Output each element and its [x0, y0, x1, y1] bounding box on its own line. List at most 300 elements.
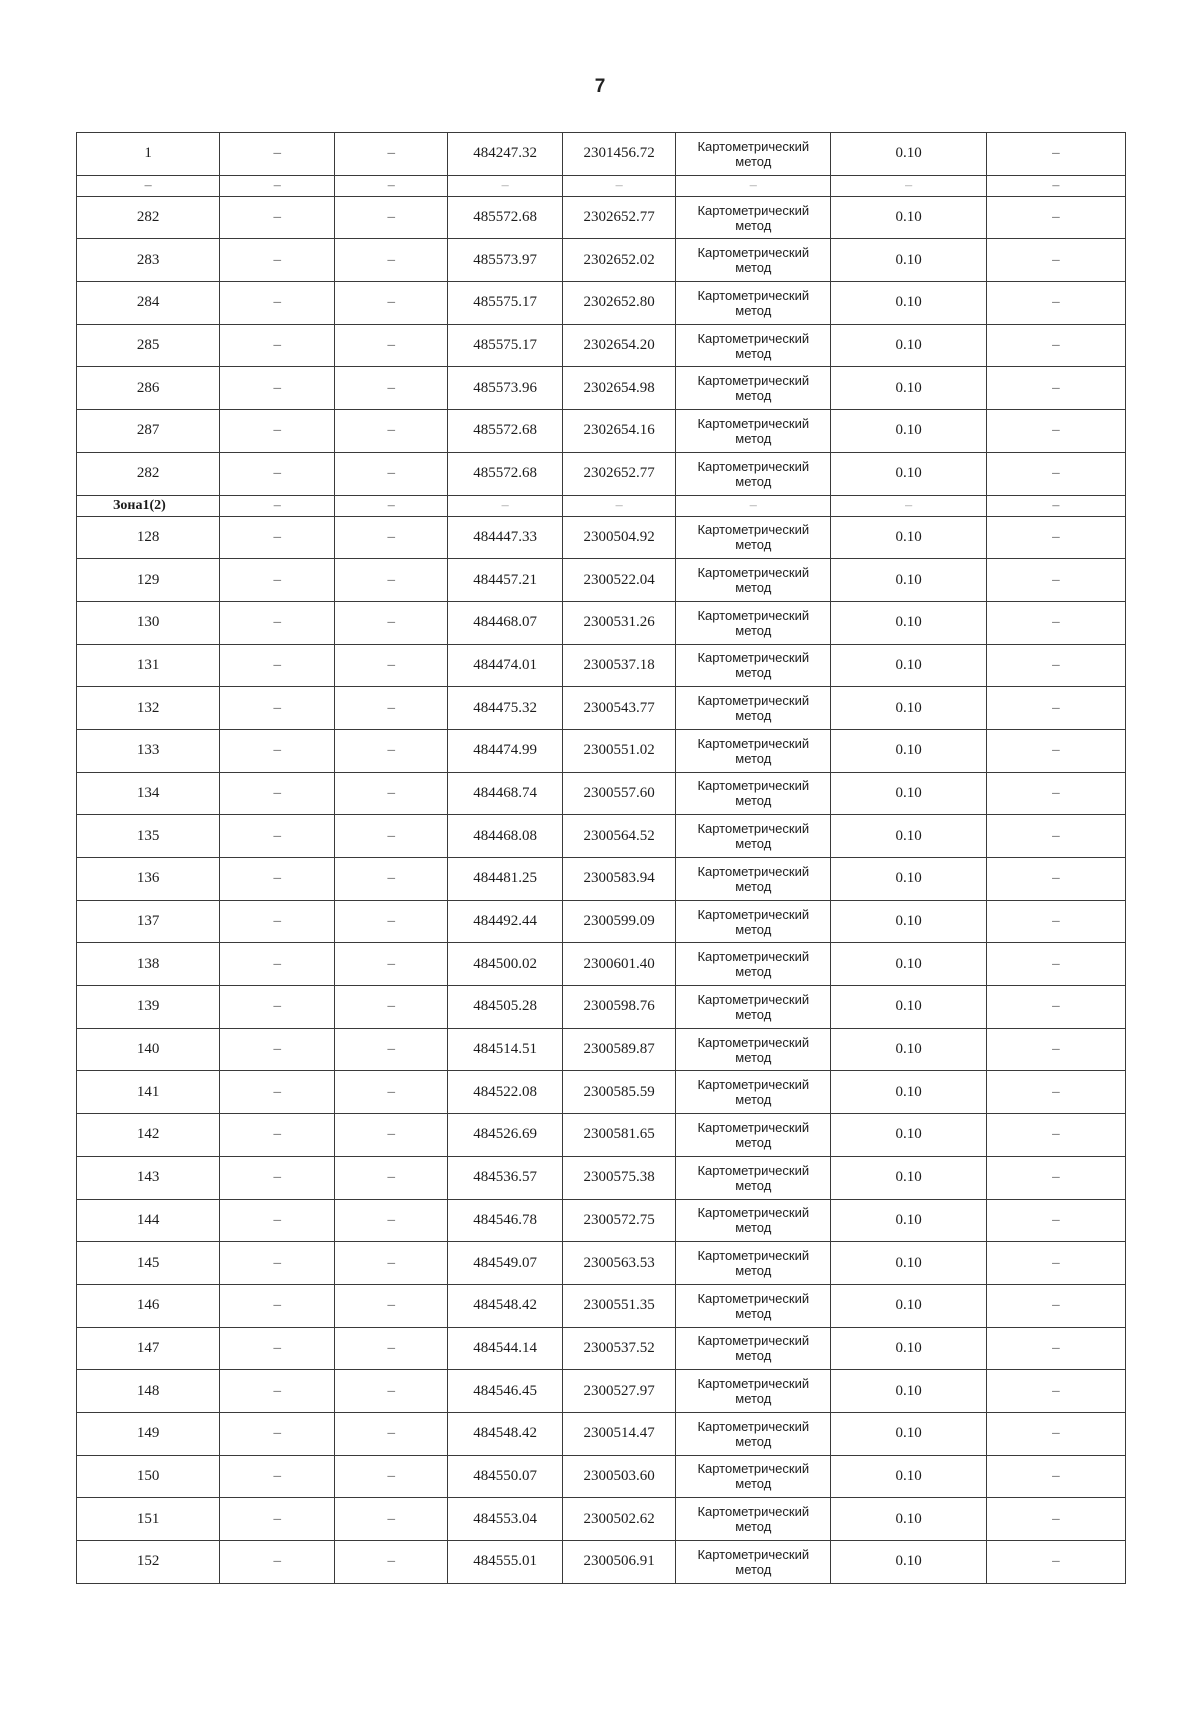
- empty-col3-cell: –: [335, 772, 448, 815]
- method-cell: Картометрический метод: [676, 559, 831, 602]
- empty-col8-cell: –: [986, 772, 1125, 815]
- y-coordinate-cell: 2300522.04: [563, 559, 676, 602]
- empty-col8-cell: –: [986, 1114, 1125, 1157]
- y-coordinate-cell: 2302654.98: [563, 367, 676, 410]
- empty-col8-cell: –: [986, 943, 1125, 986]
- table-row: [77, 1028, 1126, 1071]
- empty-col3-cell: –: [335, 516, 448, 559]
- empty-col2-cell: –: [220, 729, 335, 772]
- empty-col2-cell: –: [220, 1284, 335, 1327]
- x-coordinate-cell: 484514.51: [448, 1028, 563, 1071]
- point-number-cell: 282: [77, 452, 220, 495]
- point-number-cell: 137: [77, 900, 220, 943]
- point-number-cell: 142: [77, 1114, 220, 1157]
- empty-col8-cell: –: [986, 815, 1125, 858]
- x-coordinate-cell: 484544.14: [448, 1327, 563, 1370]
- x-coordinate-cell: 484550.07: [448, 1455, 563, 1498]
- empty-col8-cell: –: [986, 1541, 1125, 1584]
- empty-col2-cell: –: [220, 1412, 335, 1455]
- table-row: [77, 282, 1126, 325]
- x-coordinate-cell: 484553.04: [448, 1498, 563, 1541]
- x-coordinate-cell: 484548.42: [448, 1412, 563, 1455]
- empty-col3-cell: –: [335, 729, 448, 772]
- accuracy-cell: 0.10: [831, 1199, 986, 1242]
- point-number-cell: 143: [77, 1156, 220, 1199]
- empty-col3-cell: –: [335, 943, 448, 986]
- table-row: [77, 133, 1126, 176]
- empty-col3-cell: –: [335, 1028, 448, 1071]
- accuracy-cell: 0.10: [831, 1498, 986, 1541]
- empty-col8-cell: –: [986, 452, 1125, 495]
- table-row: [77, 815, 1126, 858]
- table-row: [77, 943, 1126, 986]
- x-coordinate-cell: 484555.01: [448, 1541, 563, 1584]
- point-number-cell: 140: [77, 1028, 220, 1071]
- empty-col8-cell: –: [986, 324, 1125, 367]
- point-number-cell: 144: [77, 1199, 220, 1242]
- zone-cell: –: [563, 495, 676, 516]
- point-number-cell: 150: [77, 1455, 220, 1498]
- accuracy-cell: 0.10: [831, 1284, 986, 1327]
- y-coordinate-cell: 2300503.60: [563, 1455, 676, 1498]
- method-cell: Картометрический метод: [676, 1370, 831, 1413]
- x-coordinate-cell: 485573.97: [448, 239, 563, 282]
- empty-col3-cell: –: [335, 687, 448, 730]
- accuracy-cell: 0.10: [831, 1071, 986, 1114]
- empty-col8-cell: –: [986, 858, 1125, 901]
- point-number-cell: 146: [77, 1284, 220, 1327]
- empty-col2-cell: –: [220, 1242, 335, 1285]
- empty-col3-cell: –: [335, 1156, 448, 1199]
- empty-col2-cell: –: [220, 133, 335, 176]
- x-coordinate-cell: 484481.25: [448, 858, 563, 901]
- y-coordinate-cell: 2300504.92: [563, 516, 676, 559]
- method-cell: Картометрический метод: [676, 858, 831, 901]
- point-number-cell: 152: [77, 1541, 220, 1584]
- empty-col8-cell: –: [986, 900, 1125, 943]
- point-number-cell: 136: [77, 858, 220, 901]
- x-coordinate-cell: 484536.57: [448, 1156, 563, 1199]
- zone-cell: –: [220, 495, 335, 516]
- empty-col3-cell: –: [335, 367, 448, 410]
- accuracy-cell: 0.10: [831, 729, 986, 772]
- empty-col2-cell: –: [220, 858, 335, 901]
- zone-header-row: [77, 495, 1126, 516]
- method-cell: Картометрический метод: [676, 1114, 831, 1157]
- y-coordinate-cell: 2300551.02: [563, 729, 676, 772]
- y-coordinate-cell: 2302652.80: [563, 282, 676, 325]
- table-row: [77, 1199, 1126, 1242]
- separator-cell: –: [220, 175, 335, 196]
- empty-col8-cell: –: [986, 239, 1125, 282]
- method-cell: Картометрический метод: [676, 1327, 831, 1370]
- empty-col8-cell: –: [986, 559, 1125, 602]
- zone-label-cell: Зона1(2): [77, 495, 220, 516]
- empty-col2-cell: –: [220, 239, 335, 282]
- empty-col3-cell: –: [335, 1114, 448, 1157]
- accuracy-cell: 0.10: [831, 410, 986, 453]
- table-row: [77, 324, 1126, 367]
- x-coordinate-cell: 484474.01: [448, 644, 563, 687]
- x-coordinate-cell: 484247.32: [448, 133, 563, 176]
- separator-cell: –: [676, 175, 831, 196]
- empty-col2-cell: –: [220, 601, 335, 644]
- empty-col3-cell: –: [335, 452, 448, 495]
- empty-col3-cell: –: [335, 410, 448, 453]
- accuracy-cell: 0.10: [831, 815, 986, 858]
- table-row: [77, 1114, 1126, 1157]
- point-number-cell: 139: [77, 986, 220, 1029]
- empty-col8-cell: –: [986, 1028, 1125, 1071]
- accuracy-cell: 0.10: [831, 772, 986, 815]
- empty-col8-cell: –: [986, 644, 1125, 687]
- accuracy-cell: 0.10: [831, 858, 986, 901]
- accuracy-cell: 0.10: [831, 986, 986, 1029]
- empty-col2-cell: –: [220, 1455, 335, 1498]
- y-coordinate-cell: 2300514.47: [563, 1412, 676, 1455]
- table-row: [77, 772, 1126, 815]
- empty-col2-cell: –: [220, 772, 335, 815]
- table-row: [77, 1284, 1126, 1327]
- empty-col2-cell: –: [220, 815, 335, 858]
- table-row: [77, 1327, 1126, 1370]
- empty-col2-cell: –: [220, 1156, 335, 1199]
- separator-cell: –: [563, 175, 676, 196]
- accuracy-cell: 0.10: [831, 1370, 986, 1413]
- y-coordinate-cell: 2301456.72: [563, 133, 676, 176]
- point-number-cell: 283: [77, 239, 220, 282]
- table-row: [77, 729, 1126, 772]
- empty-col8-cell: –: [986, 367, 1125, 410]
- empty-col3-cell: –: [335, 815, 448, 858]
- empty-col8-cell: –: [986, 133, 1125, 176]
- empty-col3-cell: –: [335, 1498, 448, 1541]
- empty-col2-cell: –: [220, 1370, 335, 1413]
- empty-col8-cell: –: [986, 1242, 1125, 1285]
- empty-col2-cell: –: [220, 1028, 335, 1071]
- y-coordinate-cell: 2302654.16: [563, 410, 676, 453]
- empty-col3-cell: –: [335, 1242, 448, 1285]
- accuracy-cell: 0.10: [831, 367, 986, 410]
- accuracy-cell: 0.10: [831, 1327, 986, 1370]
- y-coordinate-cell: 2300506.91: [563, 1541, 676, 1584]
- x-coordinate-cell: 484475.32: [448, 687, 563, 730]
- point-number-cell: 286: [77, 367, 220, 410]
- table-row: [77, 1541, 1126, 1584]
- y-coordinate-cell: 2302652.02: [563, 239, 676, 282]
- accuracy-cell: 0.10: [831, 133, 986, 176]
- empty-col2-cell: –: [220, 986, 335, 1029]
- empty-col8-cell: –: [986, 687, 1125, 730]
- zone-cell: –: [986, 495, 1125, 516]
- y-coordinate-cell: 2300557.60: [563, 772, 676, 815]
- empty-col3-cell: –: [335, 324, 448, 367]
- method-cell: Картометрический метод: [676, 239, 831, 282]
- y-coordinate-cell: 2300551.35: [563, 1284, 676, 1327]
- separator-row: [77, 175, 1126, 196]
- accuracy-cell: 0.10: [831, 1455, 986, 1498]
- point-number-cell: 129: [77, 559, 220, 602]
- table-row: [77, 410, 1126, 453]
- coordinates-table: [76, 132, 1126, 1584]
- x-coordinate-cell: 484526.69: [448, 1114, 563, 1157]
- empty-col2-cell: –: [220, 943, 335, 986]
- empty-col8-cell: –: [986, 1284, 1125, 1327]
- method-cell: Картометрический метод: [676, 1028, 831, 1071]
- empty-col2-cell: –: [220, 1541, 335, 1584]
- empty-col2-cell: –: [220, 452, 335, 495]
- empty-col3-cell: –: [335, 196, 448, 239]
- y-coordinate-cell: 2300585.59: [563, 1071, 676, 1114]
- accuracy-cell: 0.10: [831, 196, 986, 239]
- method-cell: Картометрический метод: [676, 1199, 831, 1242]
- empty-col8-cell: –: [986, 282, 1125, 325]
- table-row: [77, 1071, 1126, 1114]
- empty-col8-cell: –: [986, 410, 1125, 453]
- point-number-cell: 138: [77, 943, 220, 986]
- method-cell: Картометрический метод: [676, 943, 831, 986]
- x-coordinate-cell: 484546.78: [448, 1199, 563, 1242]
- empty-col3-cell: –: [335, 133, 448, 176]
- empty-col2-cell: –: [220, 644, 335, 687]
- empty-col8-cell: –: [986, 1156, 1125, 1199]
- y-coordinate-cell: 2300599.09: [563, 900, 676, 943]
- point-number-cell: 282: [77, 196, 220, 239]
- point-number-cell: 145: [77, 1242, 220, 1285]
- empty-col3-cell: –: [335, 1284, 448, 1327]
- y-coordinate-cell: 2300575.38: [563, 1156, 676, 1199]
- method-cell: Картометрический метод: [676, 1284, 831, 1327]
- y-coordinate-cell: 2300601.40: [563, 943, 676, 986]
- empty-col2-cell: –: [220, 410, 335, 453]
- accuracy-cell: 0.10: [831, 900, 986, 943]
- zone-cell: –: [676, 495, 831, 516]
- method-cell: Картометрический метод: [676, 1498, 831, 1541]
- accuracy-cell: 0.10: [831, 282, 986, 325]
- empty-col8-cell: –: [986, 1455, 1125, 1498]
- point-number-cell: 130: [77, 601, 220, 644]
- point-number-cell: 132: [77, 687, 220, 730]
- method-cell: Картометрический метод: [676, 282, 831, 325]
- method-cell: Картометрический метод: [676, 815, 831, 858]
- empty-col3-cell: –: [335, 1370, 448, 1413]
- table-row: [77, 900, 1126, 943]
- empty-col2-cell: –: [220, 1498, 335, 1541]
- accuracy-cell: 0.10: [831, 644, 986, 687]
- zone-cell: –: [335, 495, 448, 516]
- point-number-cell: 151: [77, 1498, 220, 1541]
- method-cell: Картометрический метод: [676, 196, 831, 239]
- y-coordinate-cell: 2300537.18: [563, 644, 676, 687]
- x-coordinate-cell: 484505.28: [448, 986, 563, 1029]
- table-row: [77, 687, 1126, 730]
- separator-cell: –: [448, 175, 563, 196]
- accuracy-cell: 0.10: [831, 559, 986, 602]
- point-number-cell: 149: [77, 1412, 220, 1455]
- x-coordinate-cell: 484549.07: [448, 1242, 563, 1285]
- table-row: [77, 858, 1126, 901]
- point-number-cell: 285: [77, 324, 220, 367]
- empty-col3-cell: –: [335, 1071, 448, 1114]
- x-coordinate-cell: 484447.33: [448, 516, 563, 559]
- empty-col8-cell: –: [986, 196, 1125, 239]
- empty-col3-cell: –: [335, 1327, 448, 1370]
- table-row: [77, 986, 1126, 1029]
- empty-col3-cell: –: [335, 986, 448, 1029]
- y-coordinate-cell: 2300572.75: [563, 1199, 676, 1242]
- point-number-cell: 147: [77, 1327, 220, 1370]
- point-number-cell: 135: [77, 815, 220, 858]
- table-row: [77, 367, 1126, 410]
- point-number-cell: 133: [77, 729, 220, 772]
- empty-col3-cell: –: [335, 559, 448, 602]
- x-coordinate-cell: 484492.44: [448, 900, 563, 943]
- method-cell: Картометрический метод: [676, 367, 831, 410]
- accuracy-cell: 0.10: [831, 1541, 986, 1584]
- x-coordinate-cell: 485573.96: [448, 367, 563, 410]
- table-row: [77, 644, 1126, 687]
- y-coordinate-cell: 2300543.77: [563, 687, 676, 730]
- empty-col2-cell: –: [220, 687, 335, 730]
- separator-cell: –: [831, 175, 986, 196]
- point-number-cell: 1: [77, 133, 220, 176]
- empty-col3-cell: –: [335, 601, 448, 644]
- page-number: 7: [594, 76, 606, 97]
- empty-col2-cell: –: [220, 324, 335, 367]
- x-coordinate-cell: 485572.68: [448, 196, 563, 239]
- x-coordinate-cell: 485572.68: [448, 452, 563, 495]
- y-coordinate-cell: 2302652.77: [563, 196, 676, 239]
- empty-col2-cell: –: [220, 516, 335, 559]
- empty-col8-cell: –: [986, 1199, 1125, 1242]
- empty-col2-cell: –: [220, 1071, 335, 1114]
- empty-col8-cell: –: [986, 986, 1125, 1029]
- accuracy-cell: 0.10: [831, 452, 986, 495]
- accuracy-cell: 0.10: [831, 943, 986, 986]
- table-row: [77, 1242, 1126, 1285]
- empty-col2-cell: –: [220, 1327, 335, 1370]
- x-coordinate-cell: 485572.68: [448, 410, 563, 453]
- empty-col2-cell: –: [220, 1199, 335, 1242]
- x-coordinate-cell: 484468.74: [448, 772, 563, 815]
- accuracy-cell: 0.10: [831, 324, 986, 367]
- method-cell: Картометрический метод: [676, 986, 831, 1029]
- y-coordinate-cell: 2300537.52: [563, 1327, 676, 1370]
- empty-col8-cell: –: [986, 1498, 1125, 1541]
- point-number-cell: 131: [77, 644, 220, 687]
- method-cell: Картометрический метод: [676, 644, 831, 687]
- point-number-cell: 141: [77, 1071, 220, 1114]
- y-coordinate-cell: 2300564.52: [563, 815, 676, 858]
- separator-cell: –: [986, 175, 1125, 196]
- empty-col8-cell: –: [986, 1370, 1125, 1413]
- empty-col8-cell: –: [986, 729, 1125, 772]
- empty-col3-cell: –: [335, 1455, 448, 1498]
- point-number-cell: 134: [77, 772, 220, 815]
- empty-col8-cell: –: [986, 1071, 1125, 1114]
- empty-col3-cell: –: [335, 644, 448, 687]
- empty-col2-cell: –: [220, 559, 335, 602]
- table-row: [77, 1156, 1126, 1199]
- method-cell: Картометрический метод: [676, 900, 831, 943]
- empty-col2-cell: –: [220, 900, 335, 943]
- method-cell: Картометрический метод: [676, 133, 831, 176]
- method-cell: Картометрический метод: [676, 729, 831, 772]
- x-coordinate-cell: 485575.17: [448, 324, 563, 367]
- method-cell: Картометрический метод: [676, 687, 831, 730]
- empty-col2-cell: –: [220, 282, 335, 325]
- table-row: [77, 1412, 1126, 1455]
- empty-col8-cell: –: [986, 1327, 1125, 1370]
- table-row: [77, 1498, 1126, 1541]
- separator-cell: –: [77, 175, 220, 196]
- x-coordinate-cell: 485575.17: [448, 282, 563, 325]
- accuracy-cell: 0.10: [831, 1156, 986, 1199]
- empty-col2-cell: –: [220, 196, 335, 239]
- x-coordinate-cell: 484522.08: [448, 1071, 563, 1114]
- empty-col3-cell: –: [335, 239, 448, 282]
- y-coordinate-cell: 2300583.94: [563, 858, 676, 901]
- accuracy-cell: 0.10: [831, 1242, 986, 1285]
- method-cell: Картометрический метод: [676, 1541, 831, 1584]
- y-coordinate-cell: 2302652.77: [563, 452, 676, 495]
- x-coordinate-cell: 484500.02: [448, 943, 563, 986]
- x-coordinate-cell: 484468.08: [448, 815, 563, 858]
- accuracy-cell: 0.10: [831, 1114, 986, 1157]
- table-row: [77, 601, 1126, 644]
- method-cell: Картометрический метод: [676, 410, 831, 453]
- empty-col8-cell: –: [986, 1412, 1125, 1455]
- accuracy-cell: 0.10: [831, 1028, 986, 1071]
- accuracy-cell: 0.10: [831, 601, 986, 644]
- method-cell: Картометрический метод: [676, 1412, 831, 1455]
- accuracy-cell: 0.10: [831, 516, 986, 559]
- point-number-cell: 148: [77, 1370, 220, 1413]
- empty-col2-cell: –: [220, 1114, 335, 1157]
- table-row: [77, 239, 1126, 282]
- table-row: [77, 516, 1126, 559]
- y-coordinate-cell: 2300531.26: [563, 601, 676, 644]
- y-coordinate-cell: 2300502.62: [563, 1498, 676, 1541]
- x-coordinate-cell: 484474.99: [448, 729, 563, 772]
- method-cell: Картометрический метод: [676, 1156, 831, 1199]
- method-cell: Картометрический метод: [676, 324, 831, 367]
- x-coordinate-cell: 484468.07: [448, 601, 563, 644]
- method-cell: Картометрический метод: [676, 772, 831, 815]
- y-coordinate-cell: 2300581.65: [563, 1114, 676, 1157]
- table-body: [77, 133, 1126, 1584]
- empty-col8-cell: –: [986, 516, 1125, 559]
- table-row: [77, 1455, 1126, 1498]
- y-coordinate-cell: 2302654.20: [563, 324, 676, 367]
- empty-col3-cell: –: [335, 1199, 448, 1242]
- empty-col3-cell: –: [335, 1541, 448, 1584]
- coordinates-table-container: [76, 132, 1126, 1584]
- empty-col2-cell: –: [220, 367, 335, 410]
- accuracy-cell: 0.10: [831, 687, 986, 730]
- method-cell: Картометрический метод: [676, 452, 831, 495]
- empty-col3-cell: –: [335, 1412, 448, 1455]
- accuracy-cell: 0.10: [831, 239, 986, 282]
- table-row: [77, 1370, 1126, 1413]
- point-number-cell: 128: [77, 516, 220, 559]
- x-coordinate-cell: 484546.45: [448, 1370, 563, 1413]
- empty-col3-cell: –: [335, 858, 448, 901]
- method-cell: Картометрический метод: [676, 1455, 831, 1498]
- table-row: [77, 452, 1126, 495]
- empty-col3-cell: –: [335, 900, 448, 943]
- accuracy-cell: 0.10: [831, 1412, 986, 1455]
